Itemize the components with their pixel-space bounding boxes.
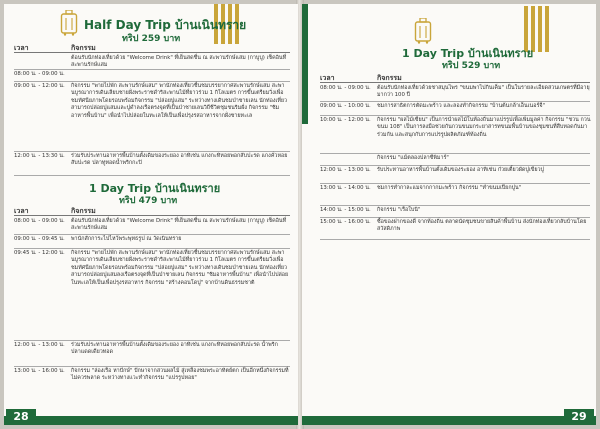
row-activity: ต้อนรับนักท่องเที่ยวด้วยชาสมุนไพร "ขนมพาไปกินเค็ม" เป็นในรายละเอียดสวนเกษตรที่มีอายุมากว่า 100 ปี	[377, 85, 590, 99]
row-time: 09:00 น. - 10:00 น.	[320, 103, 371, 109]
right-page	[302, 4, 596, 425]
luggage-icon	[414, 18, 432, 44]
row-time: 08:00 น. - 09:00 น.	[320, 85, 371, 91]
row-activity: รับประทานอาหารพื้นบ้านตั้งเดิมของระยอง อาทิเช่น ก๋วยเตี๋ยวผัดปูเขียวปู	[377, 167, 544, 173]
table-row	[14, 152, 290, 176]
row-time: 12:00 น. - 13:00 น.	[14, 342, 65, 348]
row-activity: ต้อนรับนักท่องเที่ยวด้วย "Welcome Drink" ที่เย็นสดชื่น ณ สะพานรักษ์แสม (กาบูบู) เช็คอินที่สะพานรักษ์แสม	[71, 55, 287, 69]
row-activity: กิจกรรม "พายไปพัก สะพานรักษ์แสม" พานักท่องเที่ยวชื่นชมบรรยากาศสะพานรักษ์แสม สะพานบูรณาการเดินเลียบชายฝั่งพระราชดำริสะพานไม้ที่ยาวร่วม 1 กิโลเมตร การขึ้นเตรียมวิ่งเพื่อชมทัศนียภาพโดยรอบพร้อมกิจกรรม "ปล่อยปูแสม" ระหว่างทางเดินชมป่าชายเลน นักท่องเที่ยวสามารถปล่อยปูแสมและปูดำลงเรือตรงจุดที่เป็นป่าชายเลนวิถีชีวิตชุมชนริมฝั่ง กิจกรรม "ชิมอาหารพื้นบ้าน" เพื่อนำไปปล่อยในทะเลให้เป็นเพื่อปรุงรสอาหารจากฝั่งชายทะเล	[71, 83, 288, 119]
trip-title: Half Day Trip บ้านเนินทราย	[84, 18, 247, 32]
table-row	[14, 341, 290, 367]
row-time: 12:00 น. - 13:00 น.	[320, 167, 371, 173]
header-activity: กิจกรรม	[377, 74, 402, 82]
green-side-strip	[302, 4, 308, 124]
luggage-icon	[60, 10, 78, 36]
table-row	[320, 166, 590, 184]
row-activity: ร่วมรับประทานอาหารพื้นบ้านตั้งเดิมของระยอง อาทิเช่น แกงกะทิหอยพอกสับปะรด แกงคั่วหอยสับปะรด ปลาทูทอดน้ำพริกกะปิ	[71, 153, 288, 167]
table-row	[14, 217, 290, 235]
row-time: 14:00 น. - 15:00 น.	[320, 207, 371, 213]
row-activity: ชมการสาธิตการตัดมะพร้าว และลองทำกิจกรรม "บ้านต้นกล้าเอ็นเนอร์จี"	[377, 103, 545, 109]
page-number: 28	[6, 409, 36, 425]
footer-band	[302, 416, 596, 425]
row-activity: กิจกรรม "แม้ตลองปลาซีพิมาร์"	[377, 155, 449, 161]
header-time: เวลา	[320, 74, 335, 82]
table-row	[14, 82, 290, 152]
row-activity: กิจกรรม "ผลไม้เซียน" เป็นการนำผลไม้ในท้องถิ่นมาแปรรูปเพื่อเพิ่มมูลค่า กิจกรรม "ชวน กวน ขนม 108" เป็นการลงมือช่วยกันกวนขนมกระยาสารทขนมพื้นบ้านของชุมชนที่สืบทอดกันมาร่วมกัน และสนุกกับการแปรรูปผลิตภัณฑ์ท้องถิ่น	[377, 117, 591, 138]
table-header	[320, 71, 590, 83]
table-row	[14, 54, 290, 70]
table-row	[320, 206, 590, 218]
table-row	[14, 70, 290, 82]
row-activity: ซื้อของฝากของดี จากท้องถิ่น ตลาดนัดชุมชนขายสินค้าพื้นบ้าน ส่งนักท่องเที่ยวกลับบ้านโดยสวัสดิภาพ	[377, 219, 587, 233]
page-number: 29	[564, 409, 594, 425]
trip-price: ทริป 259 บาท	[122, 34, 181, 44]
header-time: เวลา	[14, 44, 29, 52]
table-row	[320, 218, 590, 240]
row-activity: พานักสักการะไปไหว้พระพุทธรูป ณ วัดเนินทราย	[71, 236, 182, 242]
table-row	[320, 184, 590, 206]
trip-price: ทริป 529 บาท	[442, 61, 501, 71]
table-row	[320, 84, 590, 102]
table-row	[320, 102, 590, 116]
header-activity: กิจกรรม	[71, 44, 96, 52]
row-time: 12:00 น. - 13:30 น.	[14, 153, 65, 159]
row-time: 13:00 น. - 16:00 น.	[14, 368, 65, 374]
row-time: 08:00 น. - 09:00 น.	[14, 71, 65, 77]
table-row	[320, 154, 590, 166]
row-time: 09:45 น. - 12:00 น.	[14, 250, 65, 256]
row-time: 13:00 น. - 14:00 น.	[320, 185, 371, 191]
header-time: เวลา	[14, 207, 29, 215]
left-page	[4, 4, 298, 425]
row-time: 09:00 น. - 12:00 น.	[14, 83, 65, 89]
row-time: 09:00 น. - 09:45 น.	[14, 236, 65, 242]
table-row	[14, 235, 290, 249]
row-time: 08:00 น. - 09:00 น.	[14, 218, 65, 224]
table-header	[14, 204, 290, 216]
footer-band	[4, 416, 298, 425]
row-activity: ร่วมรับประทานอาหารพื้นบ้านตั้งเดิมของระยอง อาทิเช่น แกงกะทิหอยพอกสับปะรด น้ำพริก ปลาแดดเดียวทอด	[71, 342, 278, 356]
row-activity: ต้อนรับนักท่องเที่ยวด้วย "Welcome Drink" ที่เย็นสดชื่น ณ สะพานรักษ์แสม (กาบูบู) เช็คอินที่สะพานรักษ์แสม	[71, 218, 287, 232]
table-row	[14, 249, 290, 341]
row-activity: กิจกรรม "พายไปพัก สะพานรักษ์แสม" พานักท่องเที่ยวชื่นชมบรรยากาศสะพานรักษ์แสม สะพานบูรณาการเดินเลียบชายฝั่งพระราชดำริสะพานไม้ที่ยาวร่วม 1 กิโลเมตร การขึ้นเตรียมวิ่งเพื่อชมทัศนียภาพโดยรอบพร้อมกิจกรรม "ปล่อยปูแสม" ระหว่างทางเดินชมป่าชายเลน นักท่องเที่ยวสามารถปล่อยปูแสมลงเรือตรงจุดที่เป็นป่าชายเลน กิจกรรม "ชิมอาหารพื้นบ้าน" เพื่อนำไปปล่อยในทะเลให้เป็นเพื่อปรุงรสอาหาร กิจกรรม "สร้างคอนโดปู" จากบ้านดินธรรมชาติ	[71, 250, 289, 286]
header-activity: กิจกรรม	[71, 207, 96, 215]
trip-title: 1 Day Trip บ้านเนินทราย	[89, 182, 221, 195]
row-activity: กิจกรรม "เรือใบนิ"	[377, 207, 421, 213]
table-row	[320, 116, 590, 154]
table-header	[14, 41, 290, 53]
trip-price: ทริป 479 บาท	[119, 196, 178, 206]
row-activity: ชมการทำกาละแมจากกากมะพร้าว กิจกรรม "ทำขนมเปียกปูน"	[377, 185, 522, 191]
row-time: 10:00 น. - 12:00 น.	[320, 117, 371, 123]
trip-title: 1 Day Trip บ้านเนินทราย	[402, 47, 534, 60]
row-time: 15:00 น. - 16:00 น.	[320, 219, 371, 225]
table-row	[14, 367, 290, 399]
row-activity: กิจกรรม "ล่องเรือ หาปักษ์" ปักษาจากสวนผลไม้ สู่เหลืองชมพระอาทิตย์ตก เป็นอีกหนึ่งกิจกรรมที่ไม่ควรพลาด ระหว่างทางแวะทำกิจกรรม "แปรรูปหอย"	[71, 368, 289, 382]
